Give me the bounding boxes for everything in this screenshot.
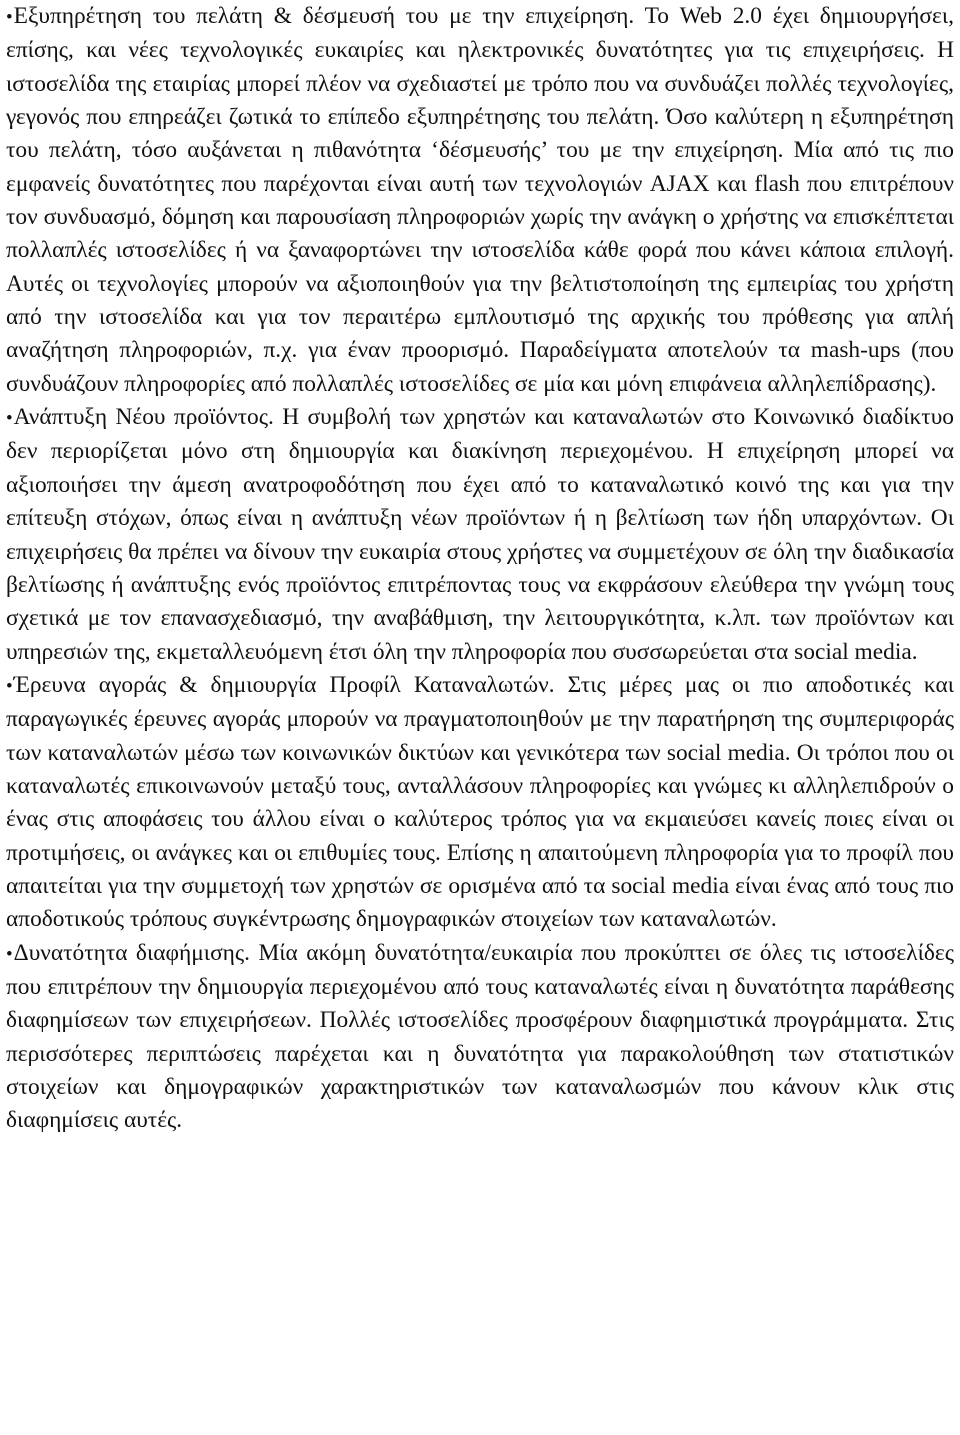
bullet-icon: • [6,943,13,965]
paragraph-text: Έρευνα αγοράς & δημιουργία Προφίλ Καταναλωτών. Στις μέρες μας οι πιο αποδοτικές και παραγωγικές έρευνες αγοράς μπορούν να πραγματοποιηθούν με την παρατήρηση της συμπεριφοράς των καταναλωτών μέσω των κοινωνικών δικτύων και γενικότερα των social media. Οι τρόποι που οι καταναλωτές επικοινωνούν μεταξύ τους, ανταλλάσουν πληροφορίες και γνώμες κι αλληλεπιδρούν ο ένας στις αποφάσεις του άλλου είναι ο καλύτερος τρόπος για να εκμαιεύσει κανείς ποιες είναι οι προτιμήσεις, οι ανάγκες και οι επιθυμίες τους. Επίσης η απαιτούμενη πληροφορία για το προφίλ που απαιτείται για την συμμετοχή των χρηστών σε ορισμένα από τα social media είναι ένας από τους πιο αποδοτικούς τρόπους συγκέντρωσης δημογραφικών στοιχείων των καταναλωτών. [6,671,954,933]
paragraph-text: Δυνατότητα διαφήμισης. Μία ακόμη δυνατότητα/ευκαιρία που προκύπτει σε όλες τις ιστοσελίδες που επιτρέπουν την δημιουργία περιεχομένου από τους καταναλωτές είναι η δυνατότητα παράθεσης διαφημίσεων των επιχειρήσεων. Πολλές ιστοσελίδες προσφέρουν διαφημιστικά προγράμματα. Στις περισσότερες περιπτώσεις παρέχεται και η δυνατότητα για παρακολούθηση των στατιστικών στοιχείων και δημογραφικών χαρακτηριστικών των καταναλωσμών που κάνουν κλικ στις διαφημίσεις αυτές. [6,939,954,1134]
bullet-icon: • [6,675,13,697]
paragraph-text: Ανάπτυξη Νέου προϊόντος. Η συμβολή των χρηστών και καταναλωτών στο Κοινωνικό διαδίκτυο δεν περιορίζεται μόνο στη δημιουργία και διακίνηση περιεχομένου. Η επιχείρηση μπορεί να αξιοποιήσει την άμεση ανατροφοδότηση που έχει από το καταναλωτικό κοινό της και για την επίτευξη στόχων, όπως είναι η ανάπτυξη νέων προϊόντων ή η βελτίωση των ήδη υπαρχόντων. Οι επιχειρήσεις θα πρέπει να δίνουν την ευκαιρία στους χρήστες να συμμετέχουν σε όλη την διαδικασία βελτίωσης ή ανάπτυξης ενός προϊόντος επιτρέποντας τους να εκφράσουν ελεύθερα την γνώμη τους σχετικά με τον επανασχεδιασμό, την αναβάθμιση, την λειτουργικότητα, κ.λπ. των προϊόντων και υπηρεσιών της, εκμεταλλευόμενη έτσι όλη την πληροφορία που συσσωρεύεται στα social media. [6,404,954,665]
paragraph-new-product [6,401,954,669]
paragraph-market-research [6,669,954,937]
paragraph-text: Εξυπηρέτηση του πελάτη & δέσμευσή του με την επιχείρηση. Το Web 2.0 έχει δημιουργήσει, επίσης, και νέες τεχνολογικές ευκαιρίες και ηλεκτρονικές δυνατότητες για τις επιχειρήσεις. Η ιστοσελίδα της εταιρίας μπορεί πλέον να σχεδιαστεί με τρόπο που να συνδυάζει πολλές τεχνολογίες, γεγονός που επηρεάζει ζωτικά το επίπεδο εξυπηρέτησης του πελάτη. Όσο καλύτερη η εξυπηρέτηση του πελάτη, τόσο αυξάνεται η πιθανότητα ‘δέσμευσής’ του με την επιχείρηση. Μία από τις πιο εμφανείς δυνατότητες που παρέχονται είναι αυτή των τεχνολογιών AJAX και flash που επιτρέπουν τον συνδυασμό, δόμηση και παρουσίαση πληροφοριών χωρίς την ανάγκη ο χρήστης να επισκέπτεται πολλαπλές ιστοσελίδες ή να ξαναφορτώνει την ιστοσελίδα κάθε φορά που κάνει κάποια επιλογή. Αυτές οι τεχνολογίες μπορούν να αξιοποιηθούν για την βελτιστοποίηση της εμπειρίας του χρήστη από την ιστοσελίδα και για τον περαιτέρω εμπλουτισμό της αρχικής του πρόθεσης για απλή αναζήτηση πληροφοριών, π.χ. για έναν προορισμό. Παραδείγματα αποτελούν τα mash-ups (που συνδυάζουν πληροφορίες από πολλαπλές ιστοσελίδες σε μία και μόνη επιφάνεια αλληλεπίδρασης). [6,3,954,397]
paragraph-customer-service [6,0,954,401]
document-page [6,0,954,1138]
bullet-icon: • [6,408,13,430]
bullet-icon: • [6,7,13,28]
paragraph-advertising [6,937,954,1138]
